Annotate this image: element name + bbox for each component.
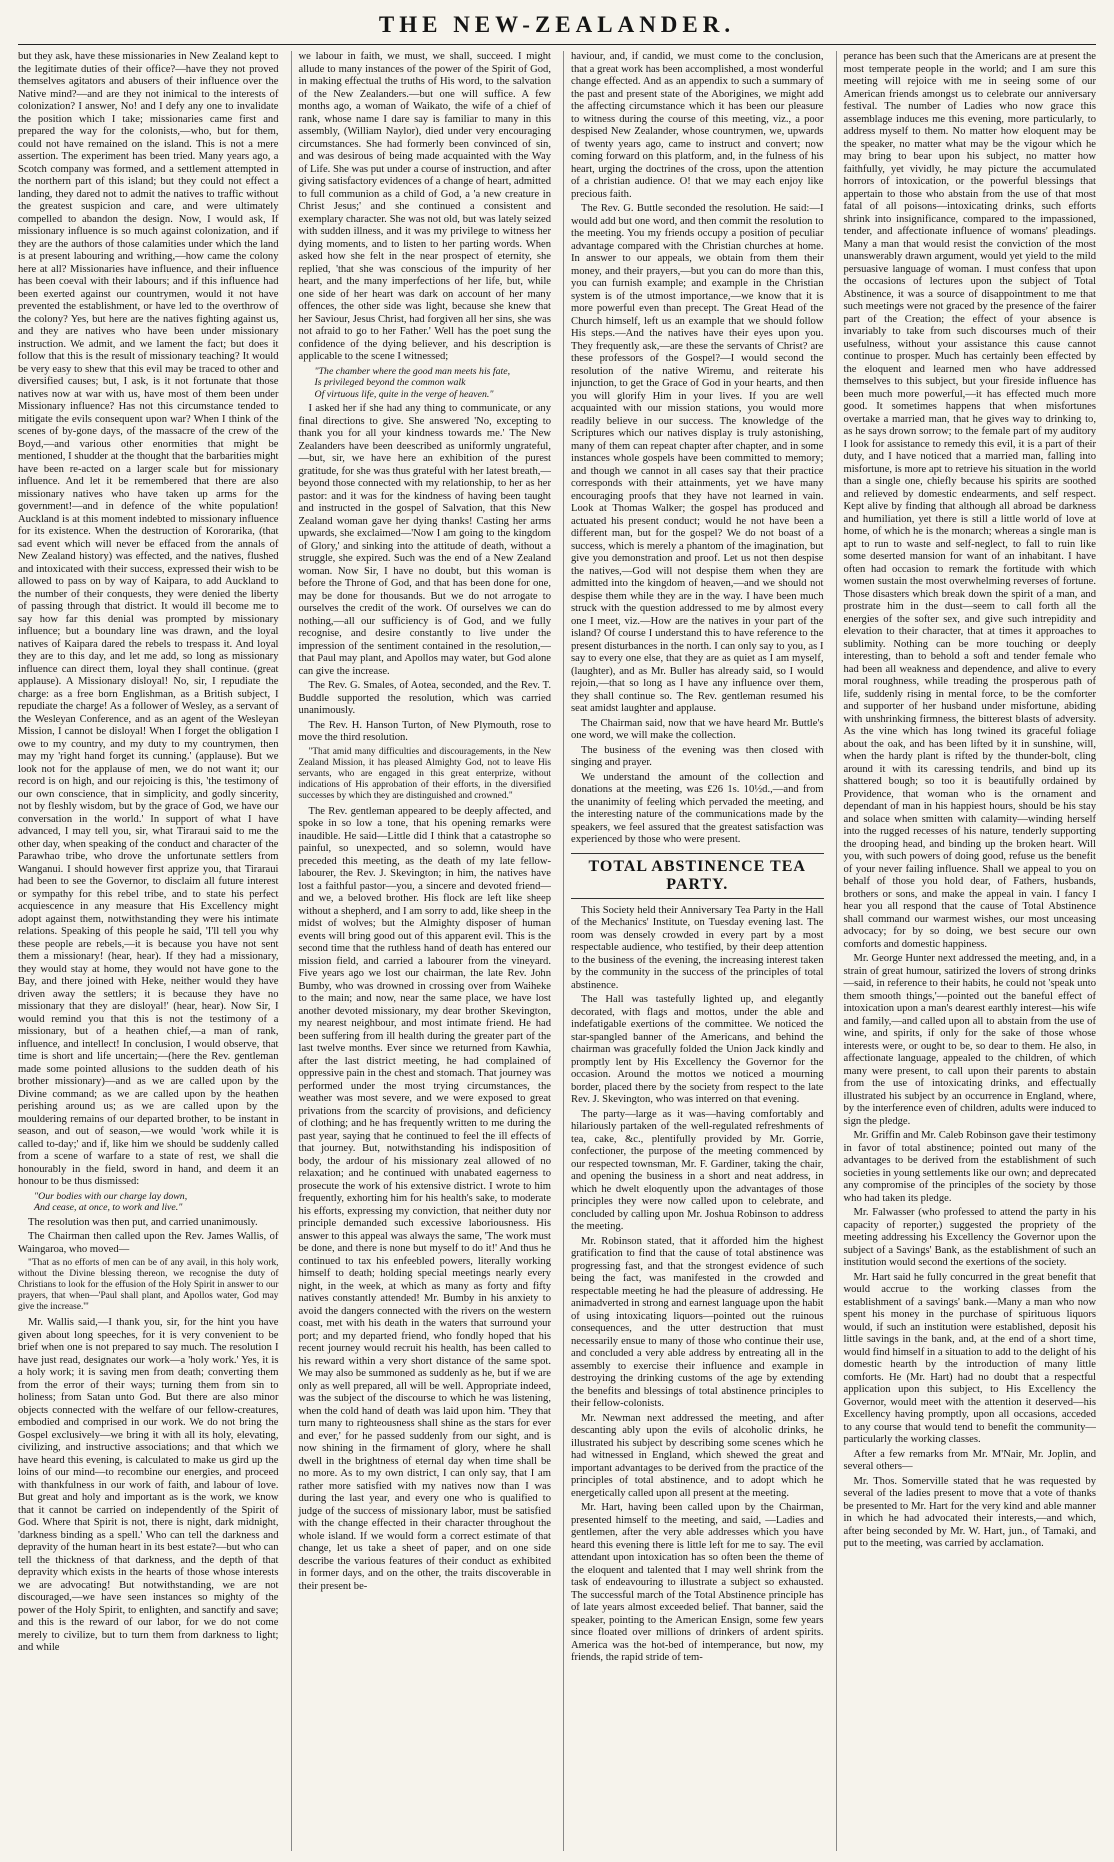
masthead-title: THE NEW-ZEALANDER. [18,8,1096,45]
hymn-line: "Our bodies with our charge lay down, [34,1190,188,1202]
wallis-speech-paragraph: Mr. Wallis said,—I thank you, sir, for the hint you have given about long speeches, for it is very convenient to be brief when one is not prepared to say much. The resolution I have just read, designates our work—a 'holy work.' Yes, it is a holy work; it is saving men from death; converting them from the error of their ways; turning them from sin to holiness; from Satan unto God. But there are also minor objects connected with the welfare of our fellow-creatures, embodied and comprised in our work. We do not bring the Gospel exclusively—we bring it with all its holy, elevating, civilizing, and instructive associations; and that which we have heard this evening, is calculated to make us gird up the loins of our mind—to recombine our energies, and proceed with thankfulness in our work of faith, and labour of love. But great and holy and important as is the work, we know that it cannot be carried on independently of the Spirit of God. Where that Spirit is not, there is night, dark midnight, 'darkness binding as a spell.' Who can tell the darkness and depravity of the human heart in its best estate?—but who can tell the thickness of that darkness, and the depth of that depravity which exists in the hearts of those whose interests we are advocating! But notwithstanding, we are not discouraged,—we have seen instances so mighty of the power of the Holy Spirit, to enlighten, and sanctify and save; and this is the reward of our labor, for we do not come merely to civilize, but to turn them from darkness to light; and while [18,1317,279,1653]
collection-announcement: The Chairman said, now that we have heard Mr. Buttle's one word, we will make the collection. [571,717,824,741]
column-3 [563,51,824,1851]
article-columns [18,51,1096,1851]
savings-bank-paragraph: Mr. Hart said he fully concurred in the great benefit that would accrue to the working classes from the establishment of a savings' bank.—Many a man who now spent his money in the purchase of spirituous liquors would, if such an institution were established, deposit his little savings in the bank, and, at the end of a short time, would find himself in a situation to add to the delight of his domestic hearth by the introduction of many little comforts. He (Mr. Hart) had no doubt that a respectful application upon this subject, to His Excellency the Governor, would meet with the attention it deserved—his Excellency having promptly, upon all occasions, acceded to any course that would tend to benefit the community—particularly the working classes. [843,1271,1096,1445]
party-refreshments-paragraph: The party—large as it was—having comfortably and hilariously partaken of the well-regulated refreshments of tea, cake, &c., plentifully provided by Mr. Gorrie, confectioner, the purpose of the meeting commenced by our respected townsman, Mr. F. Gardiner, taking the chair, and opening the business in a short and neat address, in which he dwelt eloquently upon the advantages of those principles they were now called upon to celebrate, and concluded by calling upon Mr. Joshua Robinson to address the meeting. [571,1108,824,1232]
closing-note: The business of the evening was then closed with singing and prayer. [571,744,824,768]
turton-speech-continued: haviour, and, if candid, we must come to the conclusion, that a great work has been accomplished, a most wonderful change effected. And as an appendix to such a summary of the past and present state of the Aborigines, we might add the affecting circumstance which it has been our pleasure to witness during the course of this meeting, viz., a poor despised New Zealander, whose countrymen, we, upwards of twenty years ago, came to instruct and convert; now coming forward on this platform, and, in the fulness of his heart, urging the doctrines of the cross, upon the attention of a christian audience. O! that we may each enjoy like precious faith. [571,51,824,200]
hymn-quote [18,1191,279,1214]
smales-seconded: The Rev. G. Smales, of Aotea, seconded, and the Rev. T. Buddle supported the resolution, which was carried unanimously. [298,680,551,716]
wesleyan-speech-paragraph: but they ask, have these missionaries in New Zealand kept to the legitimate duties of their office?—have they not proved themselves agitators and abusers of their influence over the Native mind?—and are they not inimical to the interests of colonization? I answer, No! and I defy any one to invalidate the position which I take; missionaries came first and prepared the way for the colonists,—who, but for them, could not have remained on the island. This is not a mere assertion. The experiment has been tried. Many years ago, a Scotch company was formed, and a settlement attempted in the northern part of this island; but they could not effect a landing, they dared not to admit the natives to traffic without the greatest suspicion and care, and were ultimately compelled to abandon the design. Now, I would ask, If missionary influence is so much against colonization, and if they are the authors of those calamities under which the land is at present labouring and writhing,—how came the colony here at all? Missionaries have influence, and their influence has been coeval with their labours; and if this influence had been exerted against our countrymen, would it not have prevented the establishment, or have led to the overthrow of the colony? Yes, but here are the natives fighting against us, and they are natives who have been under missionary instruction. We admit, and we lament the fact; but does it follow that this is the result of missionary teaching? It would be very easy to shew that this evil may be traced to other and diversified causes; but, I ask, is it not fortunate that those natives now at war with us, have most of them been under Missionary influence? Has not this circumstance tended to mitigate the evils consequent upon war? When I think of the scenes of by-gone days, of the massacre of the crew of the Boyd,—and various other enormities that might be mentioned, I shudder at the thought that the barbarities might have been re-acted on a larger scale but for missionary influence. And let it be remembered that there are also missionary natives who have taken up arms for the government!—and in defence of the white population! Auckland is at this moment indebted to missionary influence for its existence. When the destruction of Kororarika, (that sad event which will never be effaced from the annals of New Zealand history) was effected, and the natives, flushed and intoxicated with their success, expressed their wish to be allowed to pass on by way of Kaipara, to add Auckland to the number of their conquests, they were denied the liberty of passing through that district. It would ill become me to say how far this denial was prompted by missionary influence; but a boundary line was drawn, and the loyal natives of Kaipara dared the rebels to trespass it. And loyal they are to this day, and let me add, so long as missionary influence can direct them, loyal they shall continue. (great applause). A Missionary disloyal! No, sir, I repudiate the charge: as a free born Englishman, as a British subject, I repudiate the charge! As a follower of Wesley, as a servant of the Wesleyan Conference, and as an agent of the Wesleyan Mission, I cannot be disloyal! When I forget the obligation I owe to my country, and my duty to my countrymen, then may my 'right hand forget its cunning.' (applause). But we look not for the applause of men, we do not want it; our record is on high, and our rejoicing is this, 'the testimony of our own conscience, that in simplicity, and godly sincerity, not by fleshly wisdom, but by the grace of God, we have our conversation in the world.' In support of what I have advanced, I may tell you, sir, what Tiraraui said to me the other day, when speaking of the conduct and character of the Parawhao tribe, who drove the unfortunate settlers from Wanganui. I should however first apprize you, that Tiraraui had been to see the Governor, to disclaim all future interest or sympathy for this rebel tribe, and to state his perfect acquiescence in any measure that His Excellency might adopt against them, notwithstanding they were his intimate relations. Speaking of this people he said, 'I'll tell you why these people are rebels,—it is because you have not sent them a missionary! (hear, hear). If they had a missionary, they would stay at home, they would not have gone to the Bay, and there joined with Heke, neither would they have driven away the settlers; it is because they have no missionary that they are disloyal!' (hear, hear). Now Sir, I would remind you that this is not the testimony of a missionary, but of a heathen chief,—a man of rank, influence, and intellect! In conclusion, I would observe, that time is short and life uncertain;—(here the Rev. gentleman made some pointed allusions to the sudden death of his brother missionary)—and as we are called upon by the Divine command; as we are called upon by the heathen perishing around us; as we are called upon by the mouldering remains of our departed brother, to be instant in season, and out of season,—we would 'work while it is called to-day;' and if, like him we should be suddenly called from a scene of warfare to a state of rest, we shall die honourably in the field, sword in hand, and deem it an honour to be thus dismissed: [18,51,279,1187]
wallis-introduction: The Chairman then called upon the Rev. James Wallis, of Waingaroa, who moved— [18,1231,279,1255]
column-1 [18,51,279,1851]
hall-decoration-paragraph: The Hall was tastefully lighted up, and elegantly decorated, with flags and mottos, under the able and indefatigable exertions of the committee. We noticed the star-spangled banner of the Americans, and behind the chairman was gracefully folded the Union Jack kindly and promptly lent by His Excellency the Governor for the occasion. Around the mottos we noticed a mourning border, placed there by the society from respect to the late Rev. J. Skevington, who was interred on that evening. [571,994,824,1105]
dying-woman-paragraph: I asked her if she had any thing to communicate, or any final directions to give. She answered 'No, excepting to thank you for all your kindness towards me.' The New Zealanders have been deescribed as uniformly ungrateful,—but, sir, we have here an exhibition of the purest gratitude, for she was thus grateful with her latest breath,—beyond those connected with my relationship, to her as her pastor: and it was for the kindness of having been taught and instructed in the gospel of Salvation, that this New Zealand woman gave her dying thanks! Casting her arms upwards, she exclaimed—'Now I am going to the kingdom of Glory,' and sinking into the attitude of death, without a struggle, she expired. Such was the end of a New Zealand woman. Now Sir, I have no doubt, but this woman is before the Throne of God, and that has been done for one, may be done for thousands. But we do not arrogate to ourselves the credit of the work. Of ourselves we can do nothing,—all our sufficiency is of God, and we fully recognise, and desire constantly to live under the impression of the sentiment contained in the resolution,—that Paul may plant, and Apollos may water, but God alone can give the increase. [298,403,551,677]
third-resolution-text: "That amid many difficulties and discouragements, in the New Zealand Mission, it has pleased Almighty God, not to leave His servants, who are engaged in this great enterprize, without indications of His approbation of their efforts, in the diversified successes by which they are distinguished and crowned." [298,746,551,801]
hart-speech-continued: perance has been such that the Americans are at present the most temperate people in the world; and I am sure this meeting will rejoice with me in seeing some of our American friends amongst us to celebrate our anniversary festival. The number of Ladies who now grace this assemblage induces me this evening, more particularly, to address myself to them. No matter how eloquent may be the speaker, no matter what may be the vigour which he may bring to bear upon his subject, no matter how faithfully, yet vividly, he may picture the accumulated horrors of intoxication, or the powerful blessings that appertain to those who abstain from the use of that most fatal of all poisons—intoxicating drinks, such efforts shrink into insignificance, compared to the impassioned, tender, and affectionate influence of womans' pleadings. Many a man that would resist the conviction of the most unanswerably drawn argument, would yet yield to the mild persuasive language of woman. I must confess that upon the occasions of lectures upon the subject of Total Abstinence, it was a source of disappointment to me that such meetings were not graced by the presence of the fairer part of the Creation; the effect of your absence is invariably to take from such discourses much of their usefulness, without your assistance this cause cannot continue to prosper. Much has certainly been effected by the eloquent and learned men who have addressed themselves to this subject, but your fireside influence has been much more powerful,—it has effected much more good. It sometimes happens that when misfortunes overtake a married man, that he gives way to drinking to, as he says drown sorrow; to the female part of my auditory I look for assistance to remedy this evil, it is a part of their duty, and I have noticed that a married man, falling into misfortune, is more apt to retrieve his situation in the world than a single one, chiefly because his spirits are soothed and relieved by domestic endearments, and self respect. Kept alive by finding that although all abroad be darkness and humiliation, yet there is still a little world of love at home, of which he is the monarch; whereas a single man is apt to run to waste and self-neglect, to fall to ruin like some deserted mansion for want of an inhabitant. I have often had occasion to remark the fortitude with which women sustain the most overwhelming reverses of fortune. Those disasters which break down the spirit of a man, and prostrate him in the dust—seem to call forth all the energies of the softer sex, and give such intrepidity and elevation to their character, that at times it approaches to sublimity. Nothing can be more touching or deeply interesting, than to behold a soft and tender female who had been all weakness and dependence, and alive to every moral roughness, while treading the prosperous path of life, suddenly rising in mental force, to be the comforter and supporter of her husband under misfortune, abiding with unshrinking firmness, the bitterest blasts of adversity. As the vine which has long twined its graceful foliage about the oak, and has been lifted by it in sunshine, will, when the hardy plant is rifted by the thunder-bolt, cling around it with its caressing tendrils, and bind up its shattered bough; so too it is beautifully ordained by Providence, that woman who is the ornament and dependant of man in his happiest hours, should be his stay and solace when smitten with calamity—winding herself into the rugged recesses of his nature, tenderly supporting the drooping head, and binding up the broken heart. Will you, with such powers of doing good, refuse us the benefit of your never failing influence. Shall we appeal to you on behalf of those you hold dear, of Fathers, husbands, brothers or sons, and make the appeal in vain. I fancy I hear you all respond that the cause of Total Abstinence shall command our warmest wishes, our most unceasing advocacy; for by so doing, we best secure our own comforts and domestic happiness. [843,51,1096,950]
column-2 [291,51,552,1851]
buttle-speech-paragraph: The Rev. G. Buttle seconded the resolution. He said:—I would add but one word, and then commit the resolution to the meeting. You my friends occupy a position of peculiar advantage compared with the Christian churches at home. In answer to our appeals, we obtain from them their money, and their prayers,—but you can do more than this, you can furnish example; and example in the Christian system is of the utmost importance,—we know that it is more powerful even than precept. The Great Head of the Church himself, left us an example that we should follow His steps.—And the natives have their eyes upon you. They frequently ask,—are these the servants of Christ? are these professors of the Gospel?—I would second the resolution of the native Wiremu, and reiterate his injunction, to get the Grace of God in your hearts, and then you will glorify Him in your lives. If you are well acquainted with our mission stations, you would more readily believe in our success. The knowledge of the Scriptures which our natives display is truly astonishing, many of them can repeat chapter after chapter, and in some instances whole gospels have been committed to memory; and though we cannot in all cases say that their practice corresponds with their attainments, yet we have many encouraging proofs that they have not learned in vain. Look at Thomas Walker; the gospel has produced and actuated his present conduct; would he not have been a different man, but for the gospel? We do not boast of a success, which is merely a phantom of the imagination, but give you demonstration and proof. Let us not then despise the natives,—God will not despise them when they are admitted into the kingdom of heaven,—and we should not despise them while they are in the way. I have been much struck with the question addressed to me by almost every one I meet, viz.—How are the natives in your part of the island? Of course I understand this to have reference to the present disturbances in the north. I can only say to you, as I say to every one else, that they are as quiet as I am myself, (laughter), and as Mr. Buller has already said, so I would rejoin,—that so long as I have any influence over them, they shall continue so. The Rev. gentleman resumed his seat amidst laughter and applause. [571,203,824,714]
hart-speech-paragraph: Mr. Hart, having been called upon by the Chairman, presented himself to the meeting, and said, —Ladies and gentlemen, after the very able addresses which you have heard this evening there is little left for me to say. The evil attendant upon intoxication has so often been the theme of the eloquent and talented that I may well shrink from the task of endeavouring to illustrate a subject so exhausted. The successful march of the Total Abstinence principle has of late years almost exceeded belief. That banner, said the speaker, pointing to the American Ensign, some few years since floated over millions of drinkers of ardent spirits. America was the hot-bed of intemperance, but now, my friends, the rapid stride of tem- [571,1502,824,1663]
resolution-carried: The resolution was then put, and carried unanimously. [28,1216,258,1228]
tea-party-intro: This Society held their Anniversary Tea Party in the Hall of the Mechanics' Institute, on Tuesday evening last. The room was densely crowded in every part by a most respectable audience, who testified, by their deep attention to the business of the evening, the increasing interest taken by the community in the success of the principles of total abstinence. [571,904,824,991]
poem-quote [299,366,552,401]
collection-amount-paragraph: We understand the amount of the collection and donations at the meeting, was £26 1s. 10½d.,—and from the unanimity of feeling which pervaded the meeting, and the interesting nature of the communications made by the speakers, we feel assured that the greatest satisfaction was experienced by those who were present. [571,771,824,845]
turton-speech-paragraph: The Rev. gentleman appeared to be deeply affected, and spoke in so low a tone, that his opening remarks were inaudible. He said—Little did I think that a catastrophe so painful, so unexpected, and so solemn, would have preceded this meeting, as the death of my late fellow-labourer, the Rev. J. Skevington; in him, the natives have lost a faithful pastor—you, a sincere and devoted friend—and we, a beloved brother. His flock are left like sheep without a shepherd, and I am sorry to add, like sheep in the midst of wolves; but the Almighty disposer of human events will bring good out of this apparent evil. This is the second time that the ruthless hand of death has entered our mission field, and carried a labourer from the vineyard. Five years ago we lost our chairman, the late Rev. John Bumby, who was drowned in crossing over from Waiheke to the main; and now, near the same place, we have lost another devoted missionary, my dear brother Skevington, my nearest neighbour, and most intimate friend. He had been suffering from ill health during the greater part of the last twelve months. Ever since we returned from Kawhia, after the last district meeting, he had complained of oppressive pain in the chest and stomach. That journey was performed under the most trying circumstances, the weather was most severe, and we were exposed to great privations from the scarcity of provisions, and deficiency of clothing; and he has frequently written to me during the past year, saying that he continued to feel the ill effects of that journey. But, notwithstanding his indisposition of body, the ardour of his missionary zeal allowed of no relaxation; and he continued with unabated eagerness to prosecute the work of his extensive district. I wrote to him frequently, exhorting him for his health's sake, to moderate his efforts, expressing my conviction, that neither duty nor principle demanded such excessive laboriousness. His answer to this appeal was always the same, 'The work must be done, and there is none but myself to do it!' And thus he continued to tax his enfeebled powers, literally working himself to death; holding special meetings nearly every night, in the week, at which as many as forty and fifty natives constantly attended! Mr. Bumby in his anxiety to avoid the dangers connected with the rivers on the western coast, met with his death in the waters that surround your port; and my departed friend, who fondly hoped that his recent journey would recruit his health, has been called to his reward within a very short distance of the same spot. We may also be summoned as suddenly as he, but if we are only as well prepared, all will be well. Appropriate indeed, was the subject of the discourse to which he was listening, when the cold hand of death was laid upon him. 'They that turn many to righteousness shall shine as the stars for ever and ever,' for he passed suddenly from our sight, and is now shining in the firmament of glory, where he shall dwell in the brightness of eternal day when time shall be no more. As to my own district, I can only say, that I am rather more satisfied with my natives now than I was during the last year, and every one who is qualified to judge of the success of missionary labor, must be satisfied with the change effected in their character throughout the whole island. If we would form a correct estimate of that change, let us take a sheet of paper, and on one side describe the various features of their conduct as exhibited in former days, and on the other, the traits discoverable in their present be- [298,805,551,1592]
robinson-speech-paragraph: Mr. Robinson stated, that it afforded him the highest gratification to find that the cause of total abstinence was progressing fast, and that the strongest evidence of such being the fact, was manifested in the crowded and respectable meeting he had the pleasure of addressing. He animadverted in strong and earnest language upon the habit of using intoxicating liquors—pointed out the ruinous consequences, and the utter destruction that must necessarily ensue to many of those who continue their use, and concluded a very able address by entreating all in the assembly to exercise their influence and example in destroying the drinking customs of the age by extending the benefits and blessings of total abstinence principles to their fellow-colonists. [571,1235,824,1409]
poem-line: Of virtuous life, quite in the verge of heaven." [314,388,494,400]
poem-line: Is privileged beyond the common walk [314,377,466,388]
wallis-speech-continued: we labour in faith, we must, we shall, succeed. I might allude to many instances of the power of the Spirit of God, in making effectual the truths of His word, to the salvation of the New Zealanders.—but one will suffice. A few months ago, a woman of Waikato, the wife of a chief of rank, whose name I dare say is familiar to many in this assembly, (William Naylor), died under very encouraging circumstances. She had formerly been convinced of sin, and was desirous of being made acquainted with the Way of Life. She was put under a course of instruction, and after giving satisfactory evidences of a change of heart, admitted to full communion as a child of God, a 'a new creature in Christ Jesus;' and she continued a consistent and exemplary character. She was not old, but was lately seized with sudden illness, and it was my privilege to witness her dying moments, and to listen to her parting words. When asked how she felt in the near prospect of eternity, she replied, 'that she was conscious of the impurity of her heart, and the many imperfections of her life, but, while one side of her heart was dark on account of her many offences, the other side was light, because she knew that her Saviour, Jesus Christ, had forgiven all her sins, she was not afraid to go to her Father.' Well has the poet sung the confidence of the dying believer, and his description is applicable to the scene I witnessed; [298,51,551,362]
poem-line: "The chamber where the good man meets his fate, [314,365,511,377]
turton-introduction: The Rev. H. Hanson Turton, of New Plymouth, rose to move the third resolution. [298,719,551,743]
remarks-paragraph: After a few remarks from Mr. M'Nair, Mr. Joplin, and several others— [843,1448,1096,1472]
vote-of-thanks-paragraph: Mr. Thos. Somerville stated that he was requested by several of the ladies present to move that a vote of thanks be presented to Mr. Hart for the very kind and able manner in which he had advocated their interests,—and which, after being seconded by Mr. W. Hart, jun., of Tamaki, and put to the meeting, was carried by acclamation. [843,1475,1096,1549]
hymn-line: And cease, at once, to work and live." [34,1202,183,1213]
falwasser-paragraph: Mr. Falwasser (who professed to attend the party in his capacity of reporter,) suggested the propriety of the meeting addressing his Excellency the Governor upon the subject of a Savings' Bank, as the establishment of such an institution would second the exertions of the society. [843,1207,1096,1268]
griffin-robinson-paragraph: Mr. Griffin and Mr. Caleb Robinson gave their testimony in favor of total abstinence; pointed out many of the advantages to be derived from the establishment of such societies in young settlements like our own; and deprecated any compromise of the principles of the society by those who had taken its pledge. [843,1130,1096,1204]
column-4 [836,51,1097,1851]
newman-speech-paragraph: Mr. Newman next addressed the meeting, and after descanting ably upon the evils of alcoholic drinks, he illustrated his subject by describing some scenes which he had witnessed in England, which shewed the great and important advantages to be derived from the practice of the principles of total abstinence, and to adopt which he energetically called upon all present at the meeting. [571,1412,824,1499]
section-heading: TOTAL ABSTINENCE TEA PARTY. [571,853,824,899]
resolution-text: "That as no efforts of men can be of any avail, in this holy work, without the Divine blessing thereon, we recognise the duty of Christians to look for the effusion of the Holy Spirit in answer to our prayers, that when—'Paul shall plant, and Apollos water, God may give the increase.'" [18,1258,279,1312]
hunter-speech-paragraph: Mr. George Hunter next addressed the meeting, and, in a strain of great humour, satirized the lovers of strong drinks—said, in reference to their habits, he could not 'speak unto them smooth things,'—pointed out the baneful effect of intoxication upon a man's dearest earthly interest—his wife and family,—and called upon all to abstain from the use of wine, and spirits, if only for the sake of those whose interests were, or ought to be, so dear to them. He also, in affectionate language, appealed to the children, of which many were present, to call upon their parents to abstain from the use of intoxicating drinks, and effectually illustrated his subject by an occurrence in England, where, by the interference even of children, adults were induced to sign the pledge. [843,953,1096,1127]
